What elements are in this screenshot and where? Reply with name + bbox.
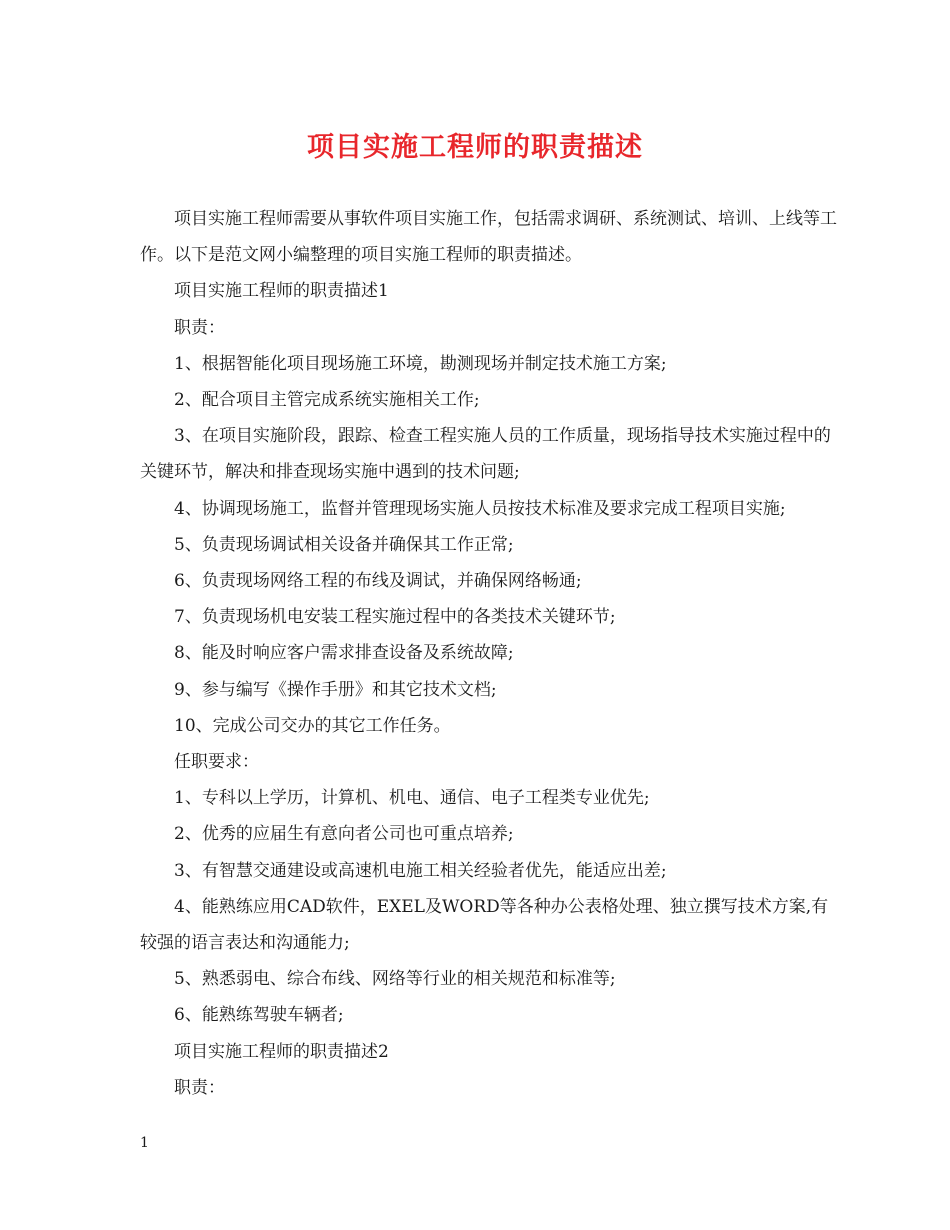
- list-item: 6、能熟练驾驶车辆者;: [174, 1005, 344, 1026]
- document-title: 项目实施工程师的职责描述: [307, 132, 643, 163]
- list-item: 9、参与编写《操作手册》和其它技术文档;: [174, 679, 497, 700]
- list-item: 2、配合项目主管完成系统实施相关工作;: [174, 390, 480, 411]
- duties-label: 职责：: [174, 1077, 225, 1098]
- section-heading-2: 项目实施工程师的职责描述2: [174, 1041, 389, 1062]
- section-heading-1: 项目实施工程师的职责描述1: [174, 281, 389, 302]
- list-item: 2、优秀的应届生有意向者公司也可重点培养;: [174, 824, 514, 845]
- list-item: 5、熟悉弱电、综合布线、网络等行业的相关规范和标准等;: [174, 969, 616, 990]
- list-item: 1、专科以上学历，计算机、机电、通信、电子工程类专业优先;: [174, 788, 650, 809]
- requirements-label: 任职要求：: [174, 752, 259, 773]
- list-item: 4、协调现场施工，监督并管理现场实施人员按技术标准及要求完成工程项目实施;: [174, 498, 786, 519]
- list-item: 4、能熟练应用CAD软件，EXEL及WORD等各种办公表格处理、独立撰写技术方案,有较强的语言表达和沟通能力;: [140, 896, 829, 954]
- list-item: 6、负责现场网络工程的布线及调试，并确保网络畅通;: [174, 571, 582, 592]
- paragraph-intro: 项目实施工程师需要从事软件项目实施工作，包括需求调研、系统测试、培训、上线等工作。以下是范文网小编整理的项目实施工程师的职责描述。: [140, 209, 837, 266]
- list-item: 8、能及时响应客户需求排查设备及系统故障;: [174, 643, 514, 664]
- duties-label: 职责：: [174, 317, 225, 338]
- list-item: 10、完成公司交办的其它工作任务。: [174, 715, 451, 736]
- list-item: 3、有智慧交通建设或高速机电施工相关经验者优先，能适应出差;: [174, 860, 667, 881]
- page-number: 1: [140, 1135, 149, 1151]
- list-item: 1、根据智能化项目现场施工环境，勘测现场并制定技术施工方案;: [174, 353, 667, 374]
- list-item: 5、负责现场调试相关设备并确保其工作正常;: [174, 534, 514, 555]
- list-item: 7、负责现场机电安装工程实施过程中的各类技术关键环节;: [174, 607, 616, 628]
- document-body: [140, 201, 840, 1106]
- list-item: 3、在项目实施阶段，跟踪、检查工程实施人员的工作质量，现场指导技术实施过程中的关键环节，解决和排查现场实施中遇到的技术问题;: [140, 426, 831, 483]
